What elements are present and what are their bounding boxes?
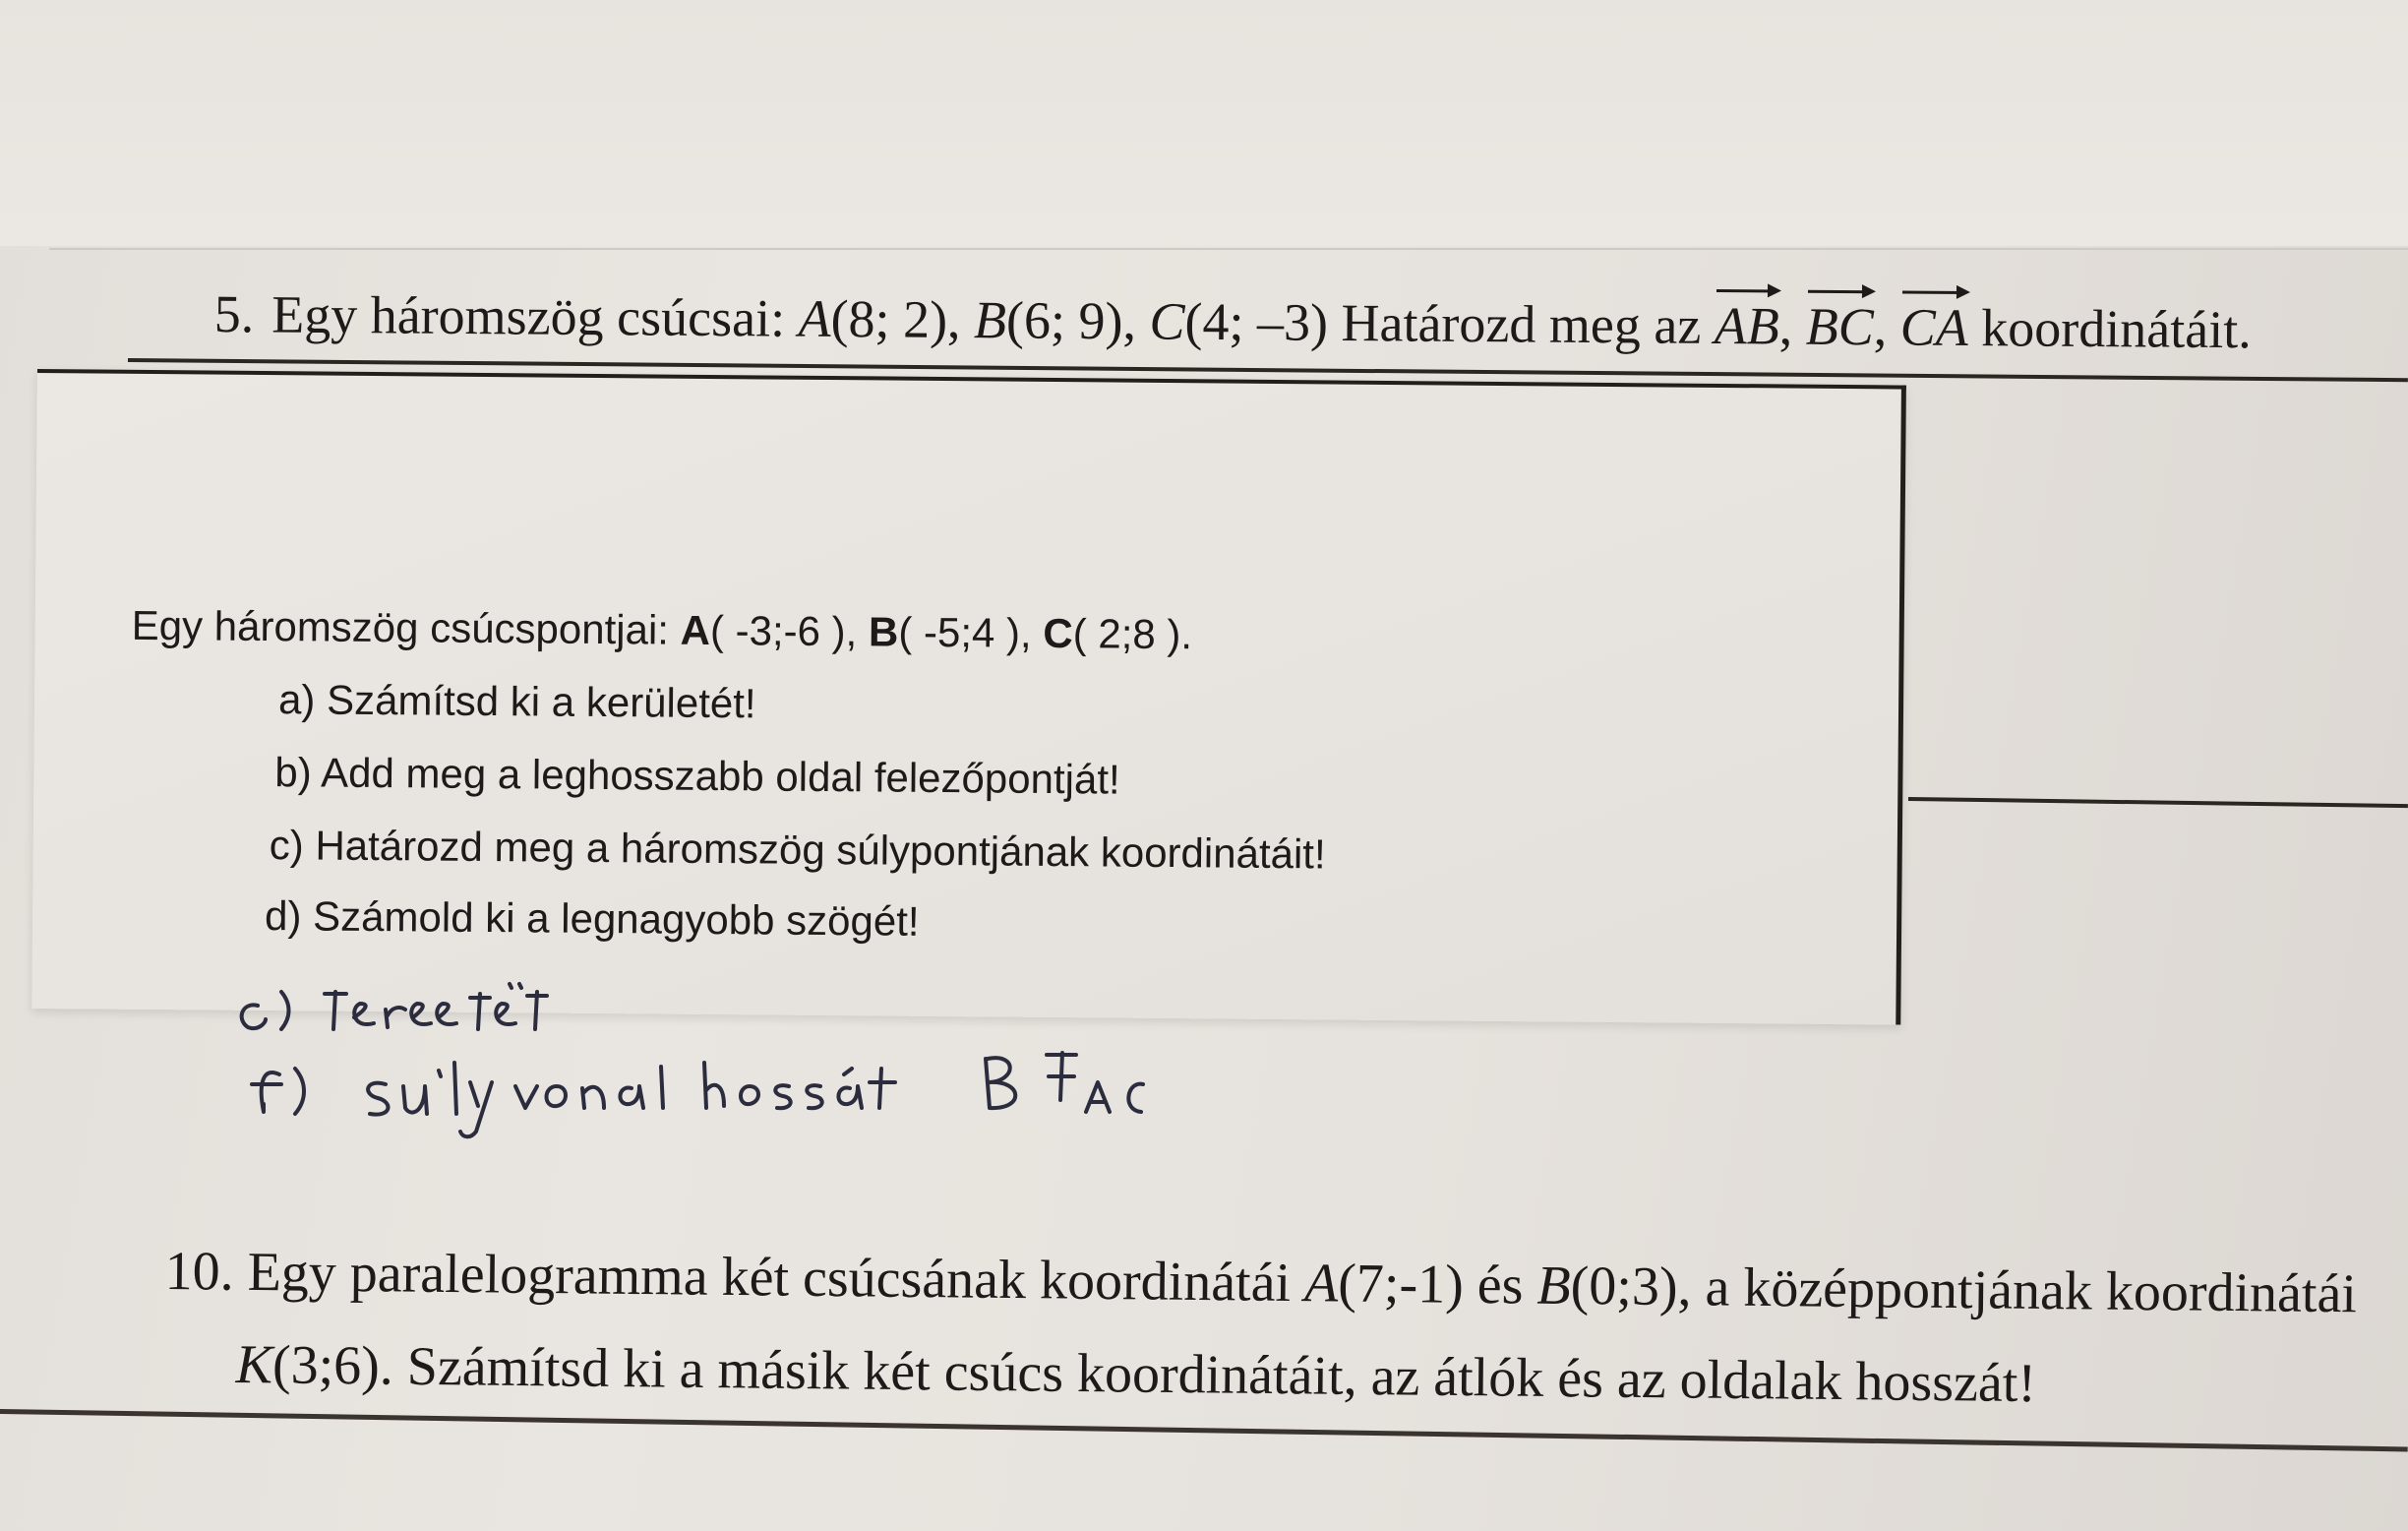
separator: ,	[1778, 296, 1807, 356]
handwritten-line-e	[242, 984, 547, 1029]
problem-10-line-1-end: , a középpontjának koordinátái	[1677, 1256, 2358, 1325]
vector-ab-label: AB	[1714, 295, 1780, 356]
problem-10-text-start: 10. Egy paralelogramma két csúcsának koordinátái	[164, 1241, 1305, 1315]
card-point-b-label: B	[868, 608, 899, 655]
handwritten-note-bf-ac	[986, 1053, 1143, 1112]
p10-and-text: és	[1463, 1254, 1537, 1317]
point-b-label: B	[973, 290, 1007, 350]
task-c: c) Határozd meg a háromszög súlypontjának koordinátáit!	[269, 822, 1326, 878]
problem-10-line-2-end: . Számítsd ki a másik két csúcs koordinátáit, az átlók és az oldalak hosszát!	[379, 1335, 2037, 1415]
vector-bc-label: BC	[1805, 296, 1875, 357]
point-b-coords: (6; 9)	[1005, 290, 1123, 351]
card-intro-text: Egy háromszög csúcspontjai:	[131, 601, 681, 653]
card-point-c-coords: ( 2;8 ).	[1072, 610, 1193, 658]
separator: ,	[946, 289, 975, 350]
problem-5-text-start: Egy háromszög csúcsai:	[271, 284, 799, 348]
p10-point-a-coords: (7;-1)	[1337, 1253, 1465, 1316]
card-point-c-label: C	[1043, 609, 1073, 657]
separator: ,	[1122, 291, 1150, 351]
problem-5-number: 5.	[213, 283, 255, 344]
p10-point-a-label: A	[1303, 1253, 1339, 1315]
task-b: b) Add meg a leghosszabb oldal felezőpontját!	[274, 749, 1120, 803]
task-a: a) Számítsd ki a kerületét!	[277, 676, 756, 727]
point-a-coords: (8; 2)	[830, 288, 948, 349]
problem-5-text-mid: Határozd meg az	[1327, 292, 1716, 355]
card-point-a-label: A	[680, 606, 711, 653]
p10-point-k-coords: (3;6)	[271, 1334, 381, 1397]
separator: ,	[1873, 297, 1901, 357]
card-point-a-coords: ( -3;-6 ),	[709, 606, 870, 655]
vector-ca-label: CA	[1899, 297, 1969, 358]
p10-point-k-label: K	[235, 1334, 273, 1396]
p10-point-b-label: B	[1536, 1255, 1572, 1317]
point-a-label: A	[798, 288, 831, 348]
point-c-coords: (4; –3)	[1184, 291, 1329, 352]
point-c-label: C	[1149, 291, 1185, 351]
handwritten-line-f	[252, 1063, 895, 1136]
p10-point-b-coords: (0;3)	[1570, 1255, 1678, 1318]
card-point-b-coords: ( -5;4 ),	[898, 608, 1044, 656]
task-d: d) Számold ki a legnagyobb szögét!	[264, 892, 920, 945]
problem-5-text-end: koordinátáit.	[1967, 298, 2252, 360]
